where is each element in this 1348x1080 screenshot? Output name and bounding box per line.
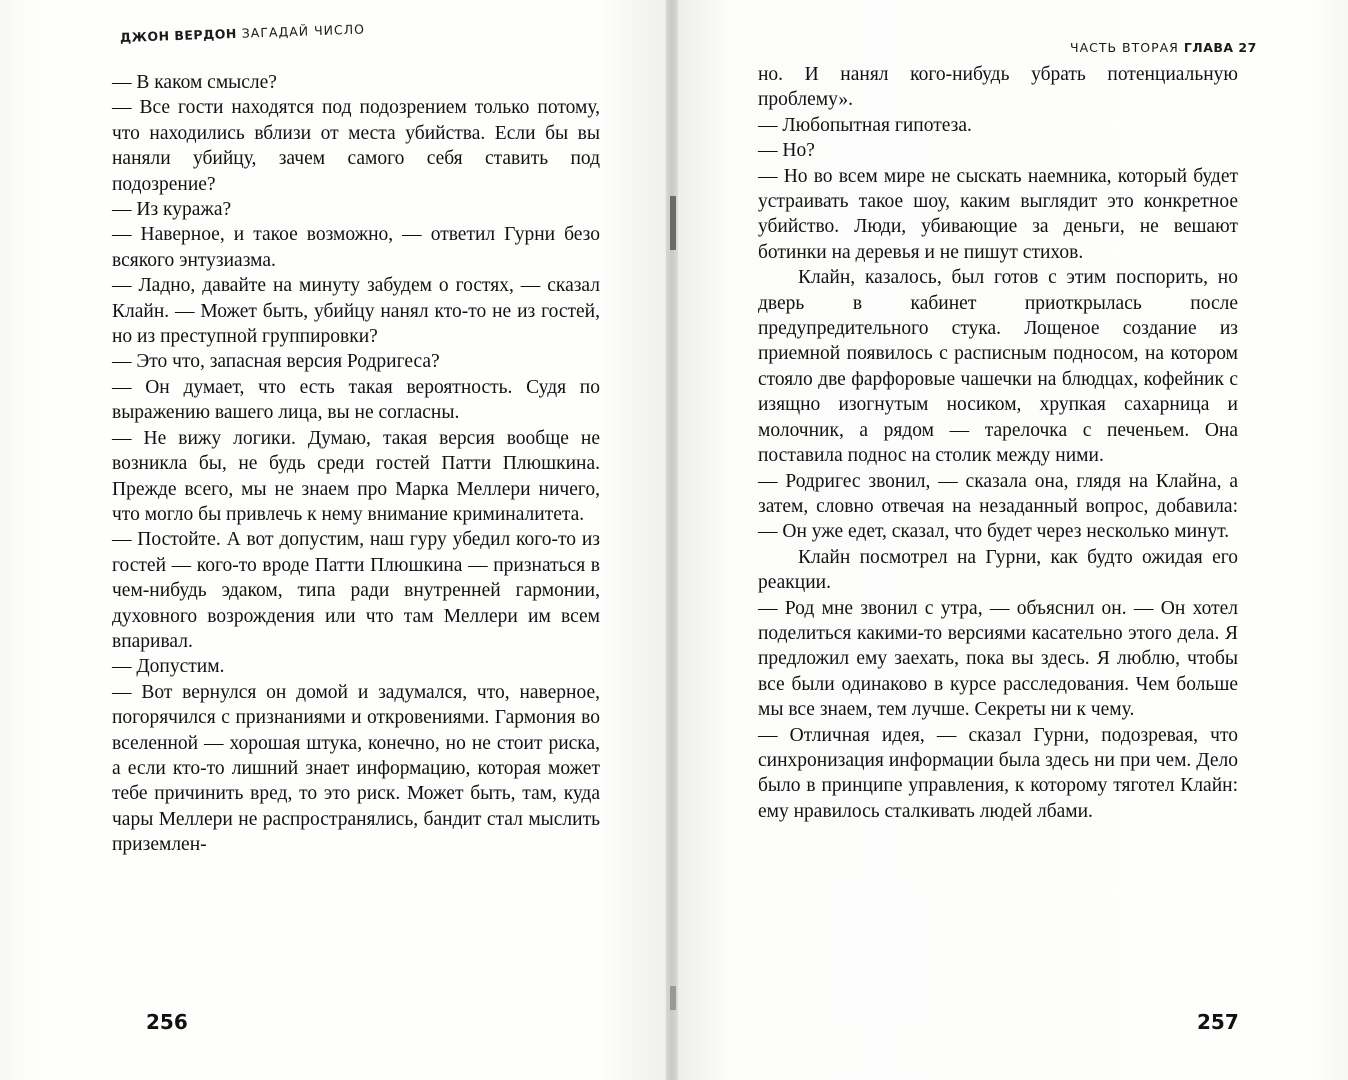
page-number-right: 257 xyxy=(1197,1010,1239,1034)
paragraph: — Родригес звонил, — сказала она, глядя на Клайна, а затем, словно отвечая на незаданный вопрос, добавила: — Он уже едет, сказал, что будет через несколько минут. xyxy=(758,470,1238,543)
paragraph: — Вот вернулся он домой и задумался, что, наверное, погорячился с признаниями и откровениями. Гармония во вселенной — хорошая штука, конечно, но не стоит риска, а если кто-то лишний знает информацию, которая может тебе причинить вред, то это риск. Может быть, там, куда чары Меллери не распространялись, бандит стал мыслить приземлен- xyxy=(112,681,600,856)
paragraph: — Отличная идея, — сказал Гурни, подозревая, что синхронизация информации была здесь ни при чем. Дело было в принципе управления, к которому тяготел Клайн: ему нравилось сталкивать людей лбами. xyxy=(758,724,1238,822)
header-book-title: ЗАГАДАЙ ЧИСЛО xyxy=(241,21,366,41)
paragraph: — Из куража? xyxy=(112,199,232,221)
right-page-body xyxy=(758,62,1238,824)
paragraph: Клайн посмотрел на Гурни, как будто ожидая его реакции. xyxy=(758,546,1238,594)
paragraph: Клайн, казалось, был готов с этим поспорить, но дверь в кабинет приоткрылась после предупредительного стука. Лощеное создание из приемной появилось с расписным подносом, на котором стояло две фарфоровые чашечки на блюдцах, кофейник с изящно изогнутым носиком, хрупкая сахарница и молочник, а рядом — тарелочка с печеньем. Она поставила поднос на столик между ними. xyxy=(758,267,1238,467)
paragraph: — Род мне звонил с утра, — объяснил он. — Он хотел поделиться какими-то версиями касательно этого дела. Я предложил ему заехать, пока вы здесь. Я люблю, чтобы все были одинаково в курсе расследования. Чем больше мы все знаем, тем лучше. Секреты ни к чему. xyxy=(758,597,1238,721)
paragraph: — Он думает, что есть такая вероятность. Судя по выражению вашего лица, вы не согласны. xyxy=(112,376,600,424)
paragraph: — Наверное, и такое возможно, — ответил Гурни безо всякого энтузиазма. xyxy=(112,224,600,271)
paragraph: — Постойте. А вот допустим, наш гуру убедил кого-то из гостей — кого-то вроде Патти Плюшкина — признаться в чем-нибудь эдаком, типа ради внутренней гармонии, духовного возрождения или что там Меллери им всем впаривал. xyxy=(112,529,600,652)
header-author: ДЖОН ВЕРДОН xyxy=(119,25,238,45)
paragraph: — Допустим. xyxy=(112,656,225,678)
paragraph: — Но во всем мире не сыскать наемника, который будет устраивать такое шоу, каким выглядит это конкретное убийство. Люди, убивающие за деньги, не вешают ботинки на деревья и не пишут стихов. xyxy=(758,165,1238,263)
paragraph: — Ладно, давайте на минуту забудем о гостях, — сказал Клайн. — Может быть, убийцу нанял кто-то не из гостей, но из преступной группировки? xyxy=(112,275,600,348)
left-page-body xyxy=(112,70,600,858)
paragraph: — Не вижу логики. Думаю, такая версия вообще не возникла бы, не будь среди гостей Патти Плюшкина. Прежде всего, мы не знаем про Марка Меллери ничего, что могло бы привлечь к нему внимание криминалитета. xyxy=(112,427,600,525)
header-chapter: ГЛАВА 27 xyxy=(1183,40,1257,55)
paragraph: — В каком смысле? xyxy=(112,72,277,93)
running-header-right xyxy=(1070,40,1257,55)
paragraph: — Любопытная гипотеза. xyxy=(758,114,972,136)
paragraph: но. И нанял кого-нибудь убрать потенциальную проблему». xyxy=(758,64,1238,111)
paragraph: — Это что, запасная версия Родригеса? xyxy=(112,351,440,373)
binding-mark xyxy=(670,196,676,250)
book-gutter xyxy=(666,0,678,1080)
paragraph: — Все гости находятся под подозрением только потому, что находились вблизи от места убийства. Если бы вы наняли убийцу, зачем самого себя ставить под подозрение? xyxy=(112,97,600,195)
binding-mark xyxy=(670,986,676,1010)
header-part: ЧАСТЬ ВТОРАЯ xyxy=(1070,40,1179,55)
page-number-left: 256 xyxy=(146,1010,188,1034)
paragraph: — Но? xyxy=(758,140,815,162)
